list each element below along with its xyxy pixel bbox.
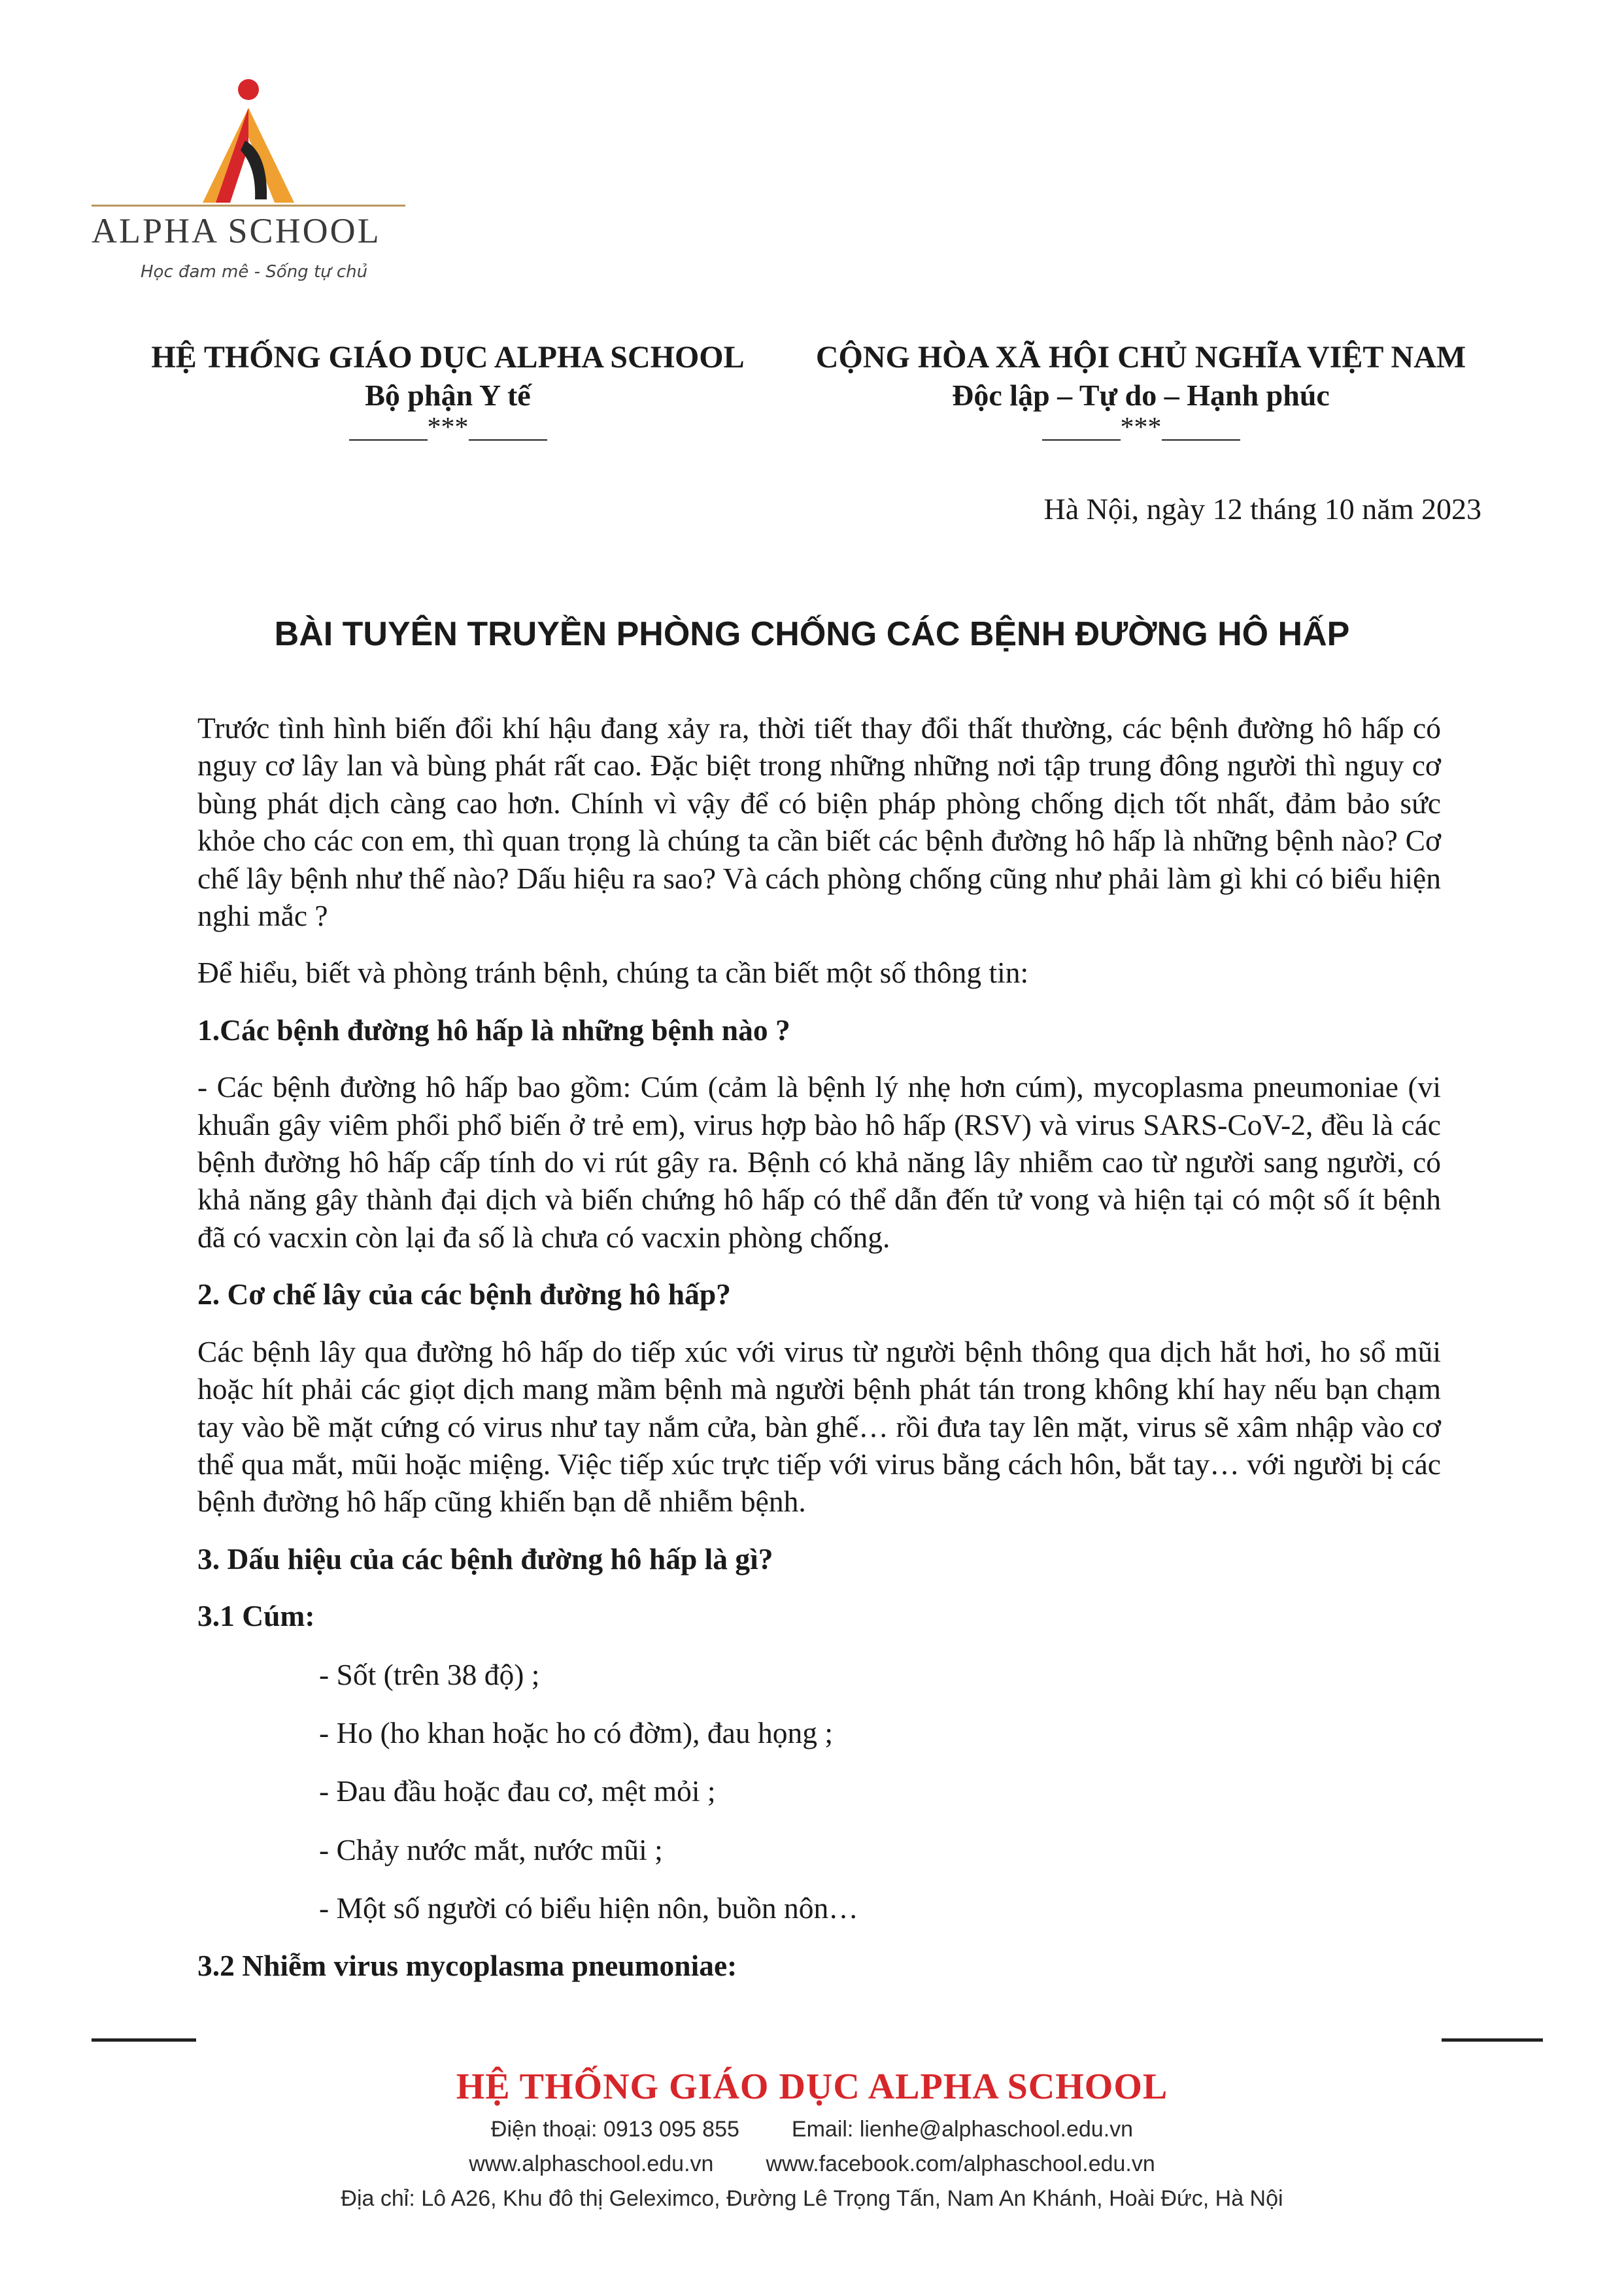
symptom-item: - Đau đầu hoặc đau cơ, mệt mỏi ; — [319, 1774, 716, 1808]
section-2-text: Các bệnh lây qua đường hô hấp do tiếp xúc với virus từ người bệnh thông qua dịch hắt hơi, ho sổ mũi hoặc hít phải các giọt dịch mang mầm bệnh mà người bệnh phát tán trong không khí hay nếu bạn chạm tay vào bề mặt cứng có virus như tay nắm cửa, bàn ghế… rồi đưa tay lên mặt, virus sẽ xâm nhập vào cơ thể qua mắt, mũi hoặc miệng. Việc tiếp xúc trực tiếp với virus bằng cách hôn, bắt tay… với người bị các bệnh đường hô hấp cũng khiến bạn dễ nhiễm bệnh. — [197, 1334, 1441, 1519]
header-divider: *** — [131, 414, 765, 441]
header-organization — [131, 339, 765, 441]
header-nation — [792, 339, 1489, 441]
school-logo — [92, 75, 412, 291]
footer-contact-row — [0, 2117, 1624, 2142]
intro-paragraph: Trước tình hình biến đổi khí hậu đang xảy ra, thời tiết thay đổi thất thường, các bệnh đường hô hấp có nguy cơ lây lan và bùng phát rất cao. Đặc biệt trong những những nơi tập trung đông người thì nguy cơ bùng phát dịch càng cao hơn. Chính vì vậy để có biện pháp phòng chống dịch tốt nhất, đảm bảo sức khỏe cho các con em, thì quan trọng là chúng ta cần biết các bệnh đường hô hấp là những bệnh nào? Cơ chế lây bệnh như thế nào? Dấu hiệu ra sao? Và cách phòng chống cũng như phải làm gì khi có biểu hiện nghi mắc ? — [197, 711, 1441, 933]
footer — [0, 2066, 1624, 2212]
section-3-1-heading: 3.1 Cúm: — [197, 1599, 315, 1633]
document-body — [197, 709, 1441, 1984]
footer-address: Địa chỉ: Lô A26, Khu đô thị Geleximco, Đường Lê Trọng Tấn, Nam An Khánh, Hoài Đức, Hà Nội — [341, 2186, 1283, 2211]
logo-rule — [92, 205, 405, 207]
document-title: BÀI TUYÊN TRUYỀN PHÒNG CHỐNG CÁC BỆNH ĐƯỜNG HÔ HẤP — [274, 615, 1350, 653]
footer-web-row — [0, 2151, 1624, 2177]
department-name: Bộ phận Y tế — [365, 379, 531, 412]
section-3-2-heading: 3.2 Nhiễm virus mycoplasma pneumoniae: — [197, 1948, 737, 1982]
section-3-heading: 3. Dấu hiệu của các bệnh đường hô hấp là gì? — [197, 1542, 773, 1576]
section-2-heading: 2. Cơ chế lây của các bệnh đường hô hấp? — [197, 1277, 731, 1311]
symptom-item: - Ho (ho khan hoặc ho có đờm), đau họng ; — [319, 1715, 834, 1749]
organization-name: HỆ THỐNG GIÁO DỤC ALPHA SCHOOL — [151, 340, 745, 375]
symptom-item: - Sốt (trên 38 độ) ; — [319, 1657, 540, 1691]
symptom-item: - Một số người có biểu hiện nôn, buồn nôn… — [319, 1891, 858, 1925]
nation-name: CỘNG HÒA XÃ HỘI CHỦ NGHĨA VIỆT NAM — [815, 340, 1466, 375]
alpha-logo-icon — [190, 75, 307, 206]
logo-name: ALPHA SCHOOL — [92, 211, 381, 250]
footer-title: HỆ THỐNG GIÁO DỤC ALPHA SCHOOL — [456, 2066, 1168, 2107]
footer-phone: Điện thoại: 0913 095 855 — [490, 2117, 739, 2142]
symptom-item: - Chảy nước mắt, nước mũi ; — [319, 1832, 663, 1866]
header-divider: *** — [792, 414, 1489, 441]
logo-slogan: Học đam mê - Sống tự chủ — [141, 262, 368, 282]
footer-website[interactable]: www.alphaschool.edu.vn — [469, 2151, 714, 2176]
section-1-text: - Các bệnh đường hô hấp bao gồm: Cúm (cảm là bệnh lý nhẹ hơn cúm), mycoplasma pneumoniae (vi khuẩn gây viêm phổi phổ biến ở trẻ em), virus hợp bào hô hấp (RSV) và virus SARS-CoV-2, đều là các bệnh đường hô hấp cấp tính do vi rút gây ra. Bệnh có khả năng lây nhiễm cao từ người sang người, có khả năng gây thành đại dịch và biến chứng hô hấp có thể dẫn đến tử vong và hiện tại có một số ít bệnh đã có vacxin còn lại đa số là chưa có vacxin phòng chống. — [197, 1070, 1441, 1254]
footer-email[interactable]: Email: lienhe@alphaschool.edu.vn — [791, 2117, 1134, 2142]
footer-rule-right — [1442, 2038, 1543, 2042]
lead-paragraph: Để hiểu, biết và phòng tránh bệnh, chúng ta cần biết một số thông tin: — [197, 956, 1029, 990]
nation-motto: Độc lập – Tự do – Hạnh phúc — [952, 379, 1330, 412]
footer-rule-left — [92, 2038, 196, 2042]
section-1-heading: 1.Các bệnh đường hô hấp là những bệnh nào ? — [197, 1013, 790, 1047]
footer-facebook[interactable]: www.facebook.com/alphaschool.edu.vn — [766, 2151, 1155, 2176]
document-date: Hà Nội, ngày 12 tháng 10 năm 2023 — [1043, 492, 1481, 526]
